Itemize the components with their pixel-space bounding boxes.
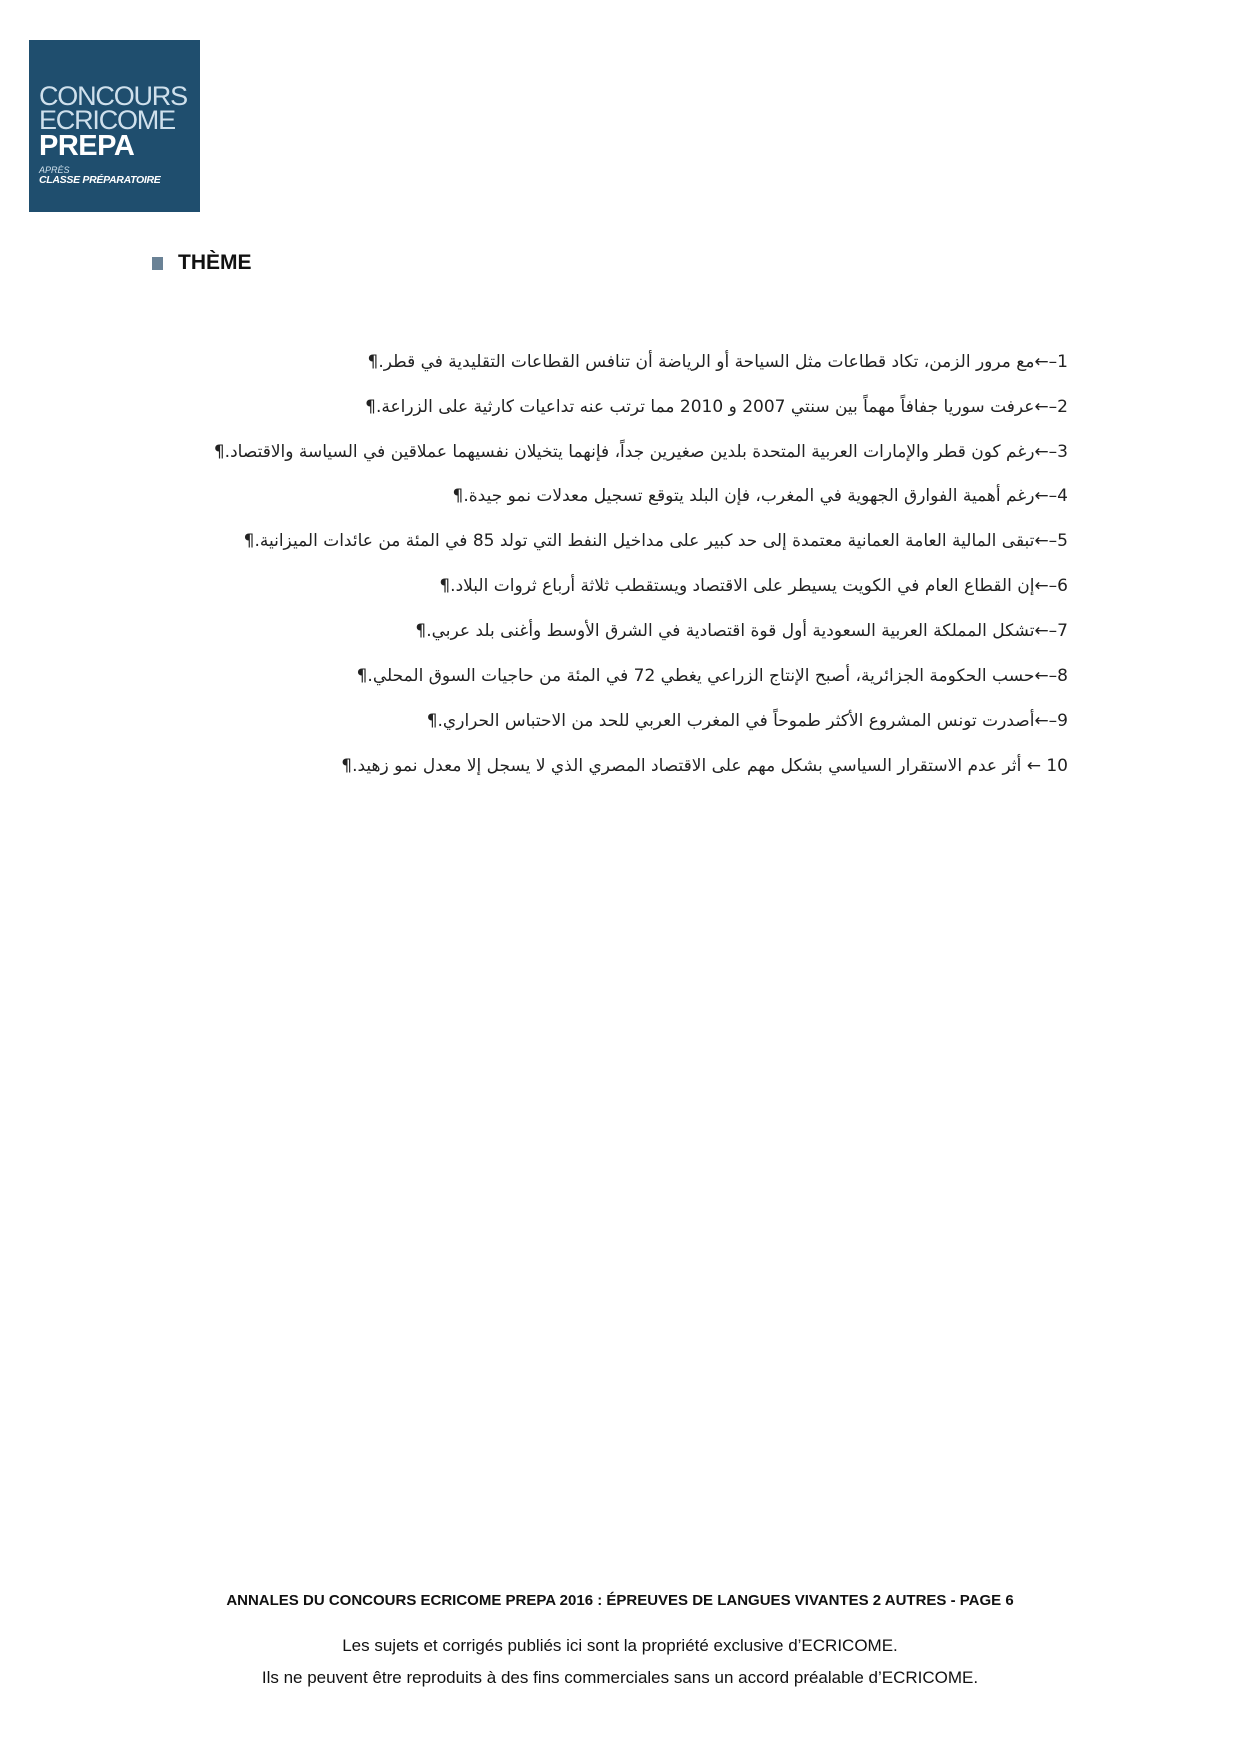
sentence-10: 10 ← أثر عدم الاستقرار السياسي بشكل مهم على الاقتصاد المصري الذي لا يسجل إلا معدل نمو زهيد.¶ bbox=[341, 756, 1068, 776]
sentence-list bbox=[160, 340, 1068, 789]
sentence-2: 2–←عرفت سوريا جفافاً مهماً بين سنتي 2007 و 2010 مما ترتب عنه تداعيات كارثية على الزراعة.¶ bbox=[365, 397, 1068, 417]
footer-title: ANNALES DU CONCOURS ECRICOME PREPA 2016 : ÉPREUVES DE LANGUES VIVANTES 2 AUTRES - PAGE 6 bbox=[226, 1592, 1014, 1609]
section-heading bbox=[152, 250, 252, 276]
sentence-1: 1–←مع مرور الزمن، تكاد قطاعات مثل السياحة أو الرياضة أن تنافس القطاعات التقليدية في قطر.¶ bbox=[367, 352, 1068, 372]
sentence-7: 7–←تشكل المملكة العربية السعودية أول قوة اقتصادية في الشرق الأوسط وأغنى بلد عربي.¶ bbox=[415, 621, 1068, 641]
footer-copyright-line: Les sujets et corrigés publiés ici sont la propriété exclusive d’ECRICOME. bbox=[342, 1636, 898, 1655]
logo-line-classe: CLASSE PRÉPARATOIRE bbox=[39, 174, 161, 186]
ecricome-logo bbox=[29, 40, 200, 212]
section-title: THÈME bbox=[178, 251, 252, 274]
logo-line-apres: APRÈS bbox=[39, 165, 70, 175]
sentence-9: 9–←أصدرت تونس المشروع الأكثر طموحاً في المغرب العربي للحد من الاحتباس الحراري.¶ bbox=[426, 711, 1068, 731]
footer-reproduction-line: Ils ne peuvent être reproduits à des fins commerciales sans un accord préalable d’ECRICOME. bbox=[261, 1668, 979, 1687]
sentence-3: 3–←رغم كون قطر والإمارات العربية المتحدة بلدين صغيرين جداً، فإنهما يتخيلان نفسيهما عملاقين في السياسة والاقتصاد.¶ bbox=[213, 442, 1068, 462]
sentence-6: 6–←إن القطاع العام في الكويت يسيطر على الاقتصاد ويستقطب ثلاثة أرباع ثروات البلاد.¶ bbox=[439, 576, 1068, 596]
sentence-5: 5–←تبقى المالية العامة العمانية معتمدة إلى حد كبير على مداخيل النفط التي تولد 85 في المئة من عائدات الميزانية.¶ bbox=[243, 531, 1068, 551]
logo-line-prepa: PREPA bbox=[39, 130, 135, 162]
sentence-8: 8–←حسب الحكومة الجزائرية، أصبح الإنتاج الزراعي يغطي 72 في المئة من حاجيات السوق المحلي.¶ bbox=[356, 666, 1068, 686]
logo-line-ecricome: ECRICOME bbox=[39, 105, 175, 135]
square-bullet-icon bbox=[152, 257, 163, 270]
logo-line-concours: CONCOURS bbox=[39, 81, 187, 111]
sentence-4: 4–←رغم أهمية الفوارق الجهوية في المغرب، فإن البلد يتوقع تسجيل معدلات نمو جيدة.¶ bbox=[452, 486, 1068, 506]
